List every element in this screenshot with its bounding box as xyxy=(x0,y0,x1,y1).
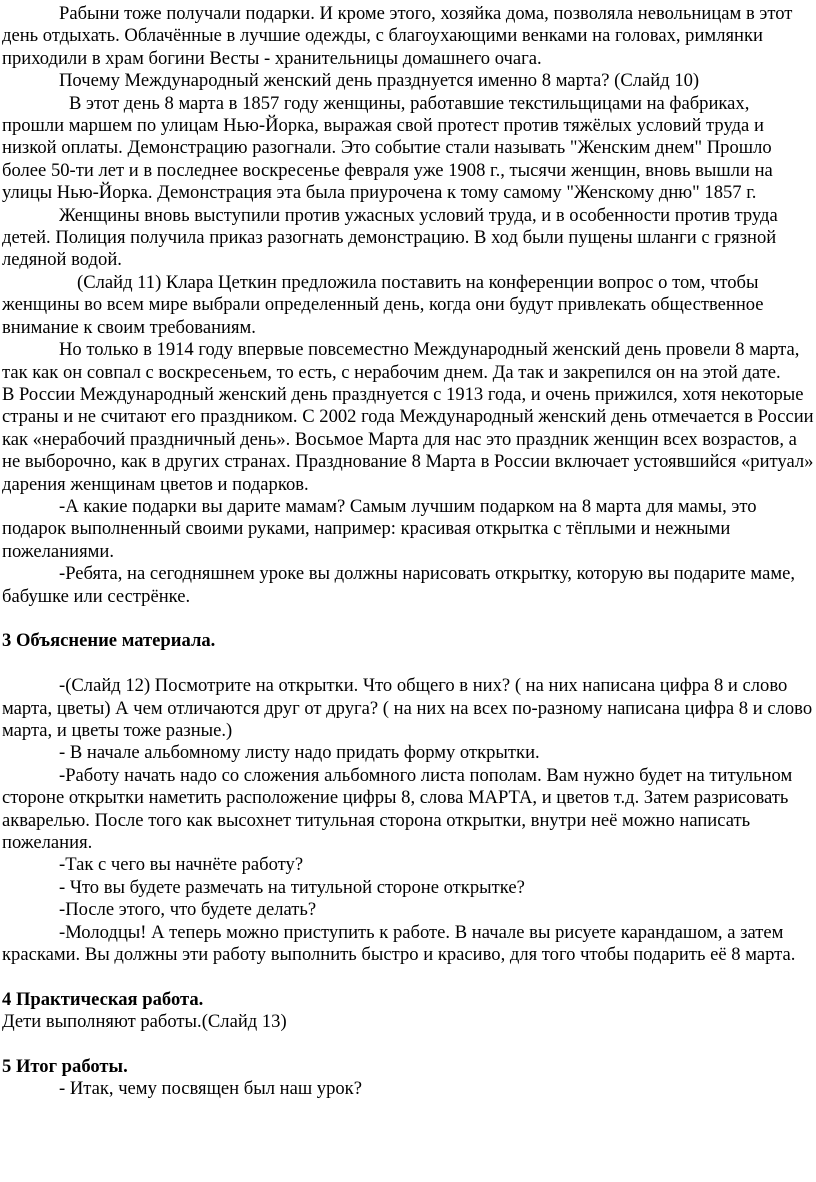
paragraph-work-steps: -Работу начать надо со сложения альбомного листа пополам. Вам нужно будет на титульном стороне открытки наметить расположение цифры 8, слова МАРТА, и цветов т.д. Затем разрисовать акварелью. После того как высохнет титульная сторона открытки, внутри неё можно написать пожелания. xyxy=(2,764,793,853)
spacer xyxy=(2,653,816,675)
paragraph-children-work: Дети выполняют работы.(Слайд 13) xyxy=(2,1011,287,1033)
paragraph-clara-zetkin: (Слайд 11) Клара Цеткин предложила поставить на конференции вопрос о том, чтобы женщины во всем мире выбрали определенный день, когда они будут привлекать общественное внимание к своим требованиям. xyxy=(2,271,764,338)
paragraph-russia: В России Международный женский день празднуется с 1913 года, и очень прижился, хотя некоторые страны и не считают его праздником. С 2002 года Международный женский день отмечается в России как «нерабочий праздничный день». Восьмое Марта для нас это праздник женщин всех возрастов, а не выборочно, как в других странах. Празднование 8 Марта в России включает устоявшийся «ритуал» дарения женщинам цветов и подарков. xyxy=(2,383,814,495)
paragraph-question-mark: - Что вы будете размечать на титульной стороне открытке? xyxy=(59,876,525,898)
paragraph-1914: Но только в 1914 году впервые повсеместно Международный женский день провели 8 марта, так как он совпал с воскресеньем, то есть, с нерабочим днем. Да так и закрепился он на этой дате. xyxy=(2,339,800,383)
section-heading-explanation: 3 Объяснение материала. xyxy=(2,630,216,652)
paragraph-question-next: -После этого, что будете делать? xyxy=(59,899,317,921)
paragraph-well-done: -Молодцы! А теперь можно приступить к работе. В начале вы рисуете карандашом, а затем красками. Вы должны эти работу выполнить быстро и красиво, для того чтобы подарить её 8 марта. xyxy=(2,921,796,966)
paragraph-women-protest: Женщины вновь выступили против ужасных условий труда, и в особенности против труда детей. Полиция получила приказ разогнать демонстрацию. В ход были пущены шланги с грязной ледяной водой. xyxy=(2,204,778,271)
paragraph-slaves-gifts: Рабыни тоже получали подарки. И кроме этого, хозяйка дома, позволяла невольницам в этот день отдыхать. Облачённые в лучшие одежды, с благоухающими венками на головах, римлянки приходили в храм богини Весты - хранительницы домашнего очага. xyxy=(2,3,793,69)
paragraph-slide-12: -(Слайд 12) Посмотрите на открытки. Что общего в них? ( на них написана цифра 8 и слово марта, цветы) А чем отличаются друг от друга? ( на них на всех по-разному написана цифра 8 и слово марта, и цветы тоже разные.) xyxy=(2,675,813,741)
paragraph-summary-question: - Итак, чему посвящен был наш урок? xyxy=(59,1078,362,1100)
section-heading-summary: 5 Итог работы. xyxy=(2,1056,128,1078)
paragraph-why-march-8: Почему Международный женский день празднуется именно 8 марта? (Слайд 10) xyxy=(59,70,700,92)
spacer xyxy=(2,608,816,630)
section-heading-practical: 4 Практическая работа. xyxy=(2,988,204,1010)
paragraph-card-shape: - В начале альбомному листу надо придать форму открытки. xyxy=(59,742,540,764)
paragraph-question-start: -Так с чего вы начнёте работу? xyxy=(59,854,304,876)
spacer xyxy=(2,966,816,988)
spacer xyxy=(2,1034,816,1056)
paragraph-gifts-question: -А какие подарки вы дарите мамам? Самым лучшим подарком на 8 марта для мамы, это подарок выполненный своими руками, например: красивая открытка с тёплыми и нежными пожеланиями. xyxy=(2,495,757,562)
paragraph-lesson-task: -Ребята, на сегодняшнем уроке вы должны нарисовать открытку, которую вы подарите маме, бабушке или сестрёнке. xyxy=(2,563,795,607)
paragraph-1857-march: В этот день 8 марта в 1857 году женщины, работавшие текстильщицами на фабриках, прошли маршем по улицам Нью-Йорка, выражая свой протест против тяжёлых условий труда и низкой оплаты. Демонстрацию разогнали. Это событие стали называть "Женским днем" Прошло более 50-ти лет и в последнее воскресенье февраля уже 1908 г., тысячи женщин, вновь вышли на улицы Нью-Йорка. Демонстрация эта была приурочена к тому самому "Женскому дню" 1857 г. xyxy=(2,92,773,204)
